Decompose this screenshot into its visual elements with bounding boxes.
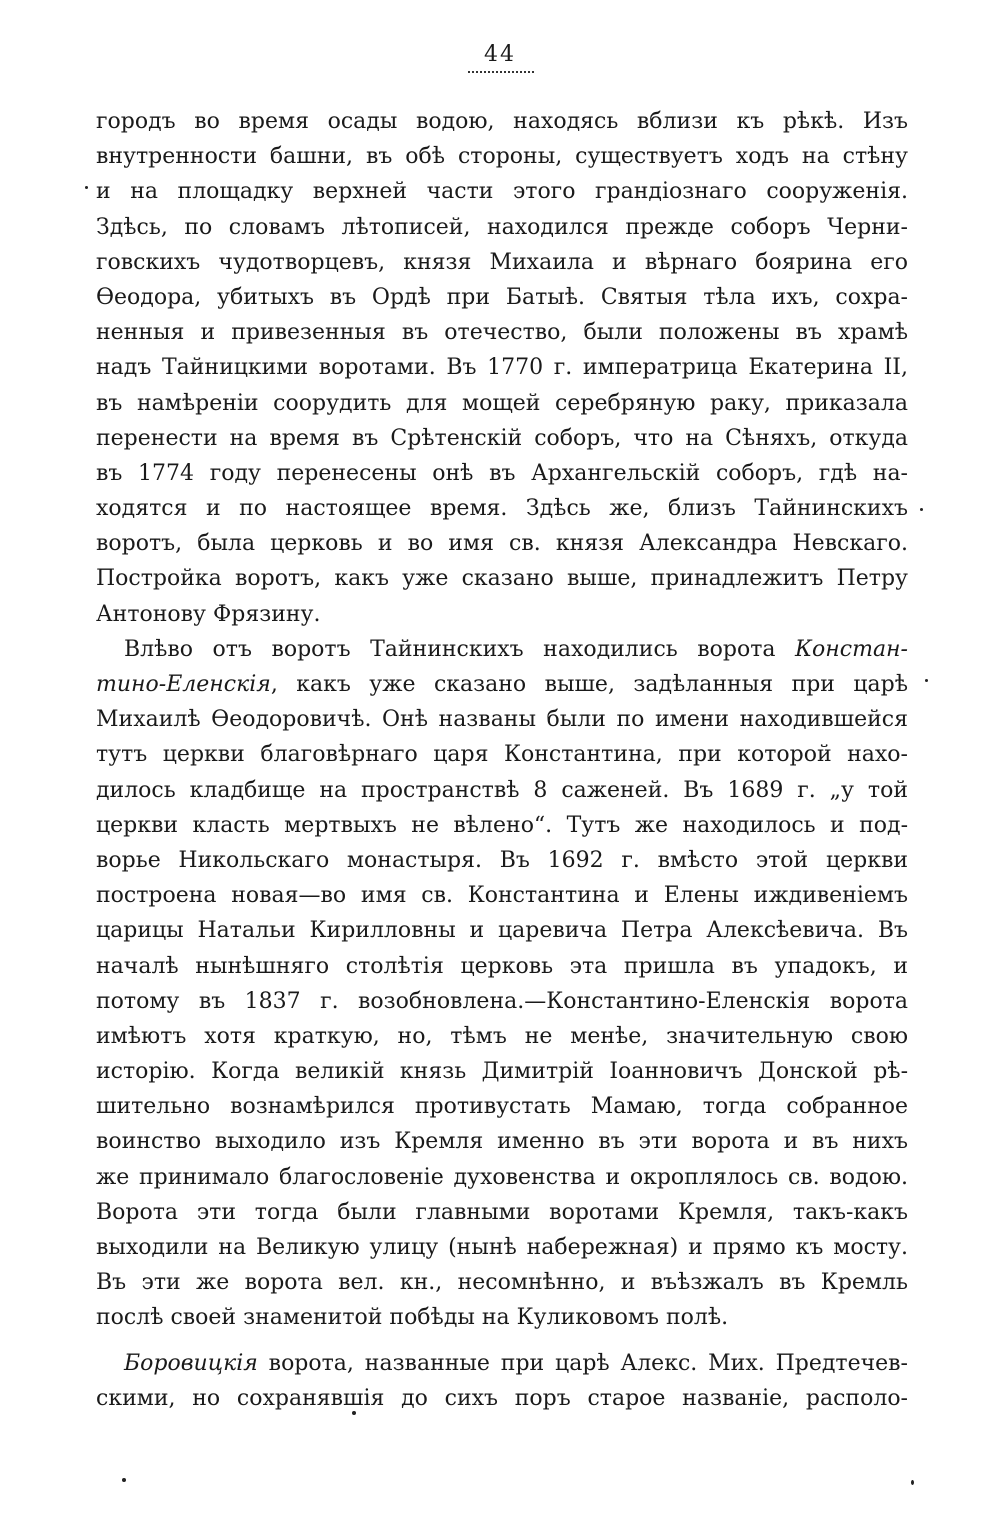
text-line: же принимало благословеніе духовенства и окроплялось св. водою. xyxy=(96,1164,908,1190)
text-line: Михаилѣ Ѳеодоровичѣ. Онѣ названы были по имени находившейся xyxy=(96,707,908,733)
text-line xyxy=(96,632,908,667)
text-line: воинство выходило изъ Кремля именно въ эти ворота и въ нихъ xyxy=(96,1129,908,1155)
text-line: Ворота эти тогда были главными воротами Кремля, такъ-какъ xyxy=(96,1199,908,1225)
text-line: внутренности башни, въ обѣ стороны, существуетъ ходъ на стѣну xyxy=(96,144,908,170)
text-line xyxy=(96,667,908,702)
text-line: дилось кладбище на пространствѣ 8 саженей. Въ 1689 г. „у той xyxy=(96,777,908,803)
scan-speck xyxy=(925,679,928,682)
italic-name: Констан- xyxy=(795,636,908,662)
text-line: ненныя и привезенныя въ отечество, были положены въ храмѣ xyxy=(96,320,908,346)
line-text: , какъ уже сказано выше, задѣланныя при царѣ xyxy=(270,672,908,697)
text-line: въ 1774 году перенесены онѣ въ Архангельскій соборъ, гдѣ на- xyxy=(96,460,908,486)
text-line: началѣ нынѣшняго столѣтія церковь эта пришла въ упадокъ, и xyxy=(96,953,908,979)
scan-speck xyxy=(122,1478,126,1482)
italic-name: Боровицкія xyxy=(124,1350,258,1376)
text-line: исторію. Когда великій князь Димитрій Іоанновичъ Донской рѣ- xyxy=(96,1059,908,1085)
paragraph-gap xyxy=(96,1336,908,1346)
scan-speck xyxy=(85,186,88,189)
text-line xyxy=(96,1346,908,1381)
text-line: Ѳеодора, убитыхъ въ Ордѣ при Батыѣ. Святыя тѣла ихъ, сохра- xyxy=(96,284,908,310)
scan-speck xyxy=(911,1480,914,1485)
text-line: и на площадку верхней части этого грандіознаго сооруженія. xyxy=(96,179,908,205)
text-line: тутъ церкви благовѣрнаго царя Константина, при которой нахо- xyxy=(96,742,908,768)
text-line: надъ Тайницкими воротами. Въ 1770 г. императрица Екатерина II, xyxy=(96,355,908,381)
text-line: Антонову Фрязину. xyxy=(96,601,321,627)
text-line: Въ эти же ворота вел. кн., несомнѣнно, и въѣзжалъ въ Кремль xyxy=(96,1270,908,1296)
text-line: потому въ 1837 г. возобновлена.—Константино-Еленскія ворота xyxy=(96,988,908,1014)
text-line: шительно вознамѣрился противустать Мамаю, тогда собранное xyxy=(96,1094,908,1120)
text-line: ворье Никольскаго монастыря. Въ 1692 г. вмѣсто этой церкви xyxy=(96,847,908,873)
page-number-rule xyxy=(468,71,534,73)
text-line: городъ во время осады водою, находясь вблизи къ рѣкѣ. Изъ xyxy=(96,109,908,134)
text-line: воротъ, была церковь и во имя св. князя Александра Невскаго. xyxy=(96,531,908,557)
text-line: перенести на время въ Срѣтенскій соборъ, что на Сѣняхъ, откуда xyxy=(96,425,908,451)
text-line: Постройка воротъ, какъ уже сказано выше, принадлежитъ Петру xyxy=(96,566,908,592)
text-line: царицы Натальи Кирилловны и царевича Петра Алексѣевича. Въ xyxy=(96,918,908,944)
text-line: церкви класть мертвыхъ не вѣлено“. Тутъ же находилось и под- xyxy=(96,812,908,838)
scan-speck xyxy=(352,1411,356,1415)
text-line: имѣютъ хотя краткую, но, тѣмъ не менѣе, значительную свою xyxy=(96,1023,908,1049)
text-line: ходятся и по настоящее время. Здѣсь же, близъ Тайнинскихъ xyxy=(96,496,908,522)
text-line: выходили на Великую улицу (нынѣ набережная) и прямо къ мосту. xyxy=(96,1235,908,1260)
page-number: 44 xyxy=(484,42,516,67)
paragraph-1 xyxy=(96,104,908,632)
body-text xyxy=(96,104,908,1416)
text-line: скими, но сохранявшія до сихъ поръ старое названіе, располо- xyxy=(96,1385,908,1411)
line-text: Влѣво отъ воротъ Тайнинскихъ находились ворота xyxy=(124,636,795,662)
paragraph-2 xyxy=(96,632,908,1336)
paragraph-3 xyxy=(96,1346,908,1416)
text-line: въ намѣреніи соорудить для мощей серебряную раку, приказала xyxy=(96,390,908,416)
text-line: послѣ своей знаменитой побѣды на Куликовомъ полѣ. xyxy=(96,1305,729,1331)
scan-speck xyxy=(920,508,923,511)
italic-name: тино-Еленскія xyxy=(96,672,271,697)
text-line: говскихъ чудотворцевъ, князя Михаила и вѣрнаго боярина его xyxy=(96,249,908,275)
text-line: Здѣсь, по словамъ лѣтописей, находился прежде соборъ Черни- xyxy=(96,214,908,240)
line-text: ворота, названные при царѣ Алекс. Мих. Предтечев- xyxy=(257,1350,908,1376)
text-line: построена новая—во имя св. Константина и Елены иждивеніемъ xyxy=(96,883,908,909)
